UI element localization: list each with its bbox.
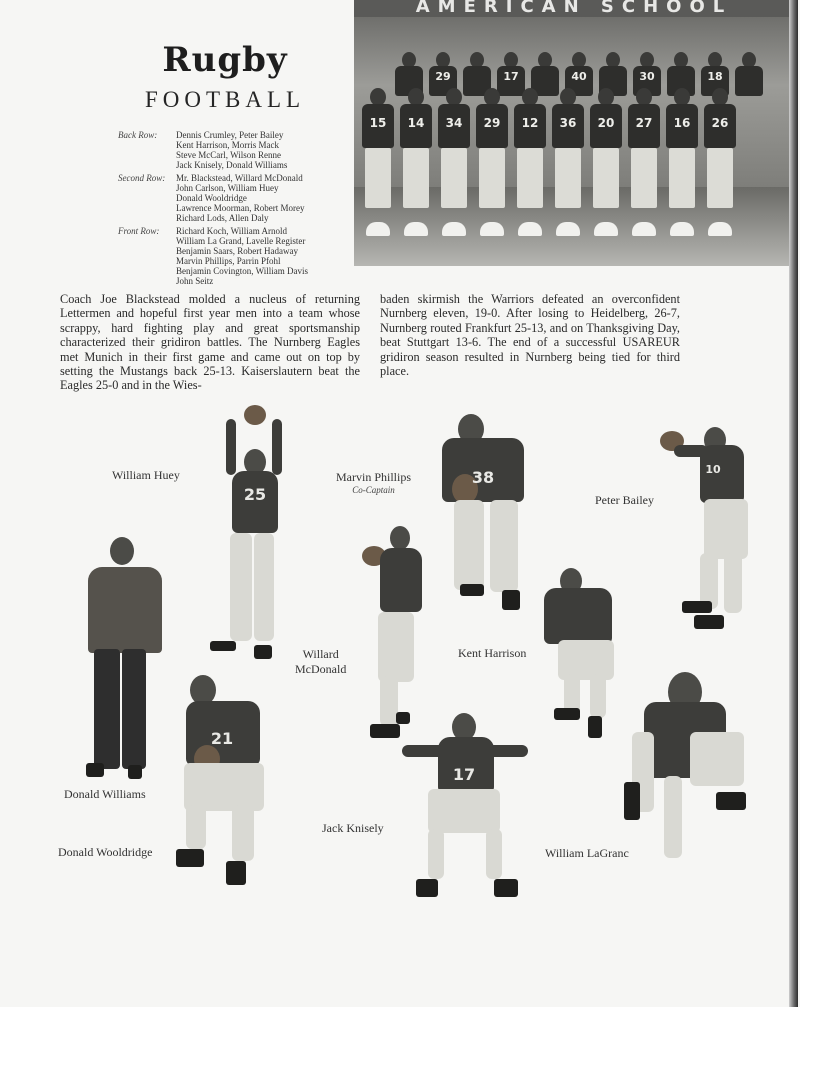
caption-peter-bailey: Peter Bailey <box>595 493 654 507</box>
player-role: Co-Captain <box>352 485 395 495</box>
roster-line: William La Grand, Lavelle Register <box>176 236 306 246</box>
jersey-number: 26 <box>711 116 729 130</box>
jersey-number: 12 <box>521 116 539 130</box>
jersey-number: 20 <box>597 116 615 130</box>
player-shoe <box>460 584 484 596</box>
player-leg <box>724 553 742 613</box>
player-jacket <box>88 567 162 653</box>
jersey-number: 17 <box>503 70 519 83</box>
roster-row-back <box>118 130 348 170</box>
player-leg <box>690 732 744 786</box>
player-head <box>110 537 134 565</box>
roster-line: Dennis Crumley, Peter Bailey <box>176 130 284 140</box>
jersey-number: 38 <box>471 468 495 487</box>
player-shoe <box>370 724 400 738</box>
roster-line: Lawrence Moorman, Robert Morey <box>176 203 305 213</box>
player-legs <box>669 148 695 208</box>
roster-line: Donald Wooldridge <box>176 193 247 203</box>
player-shoe <box>588 716 602 738</box>
jersey-number: 18 <box>707 70 723 83</box>
roster-row-front <box>118 226 348 286</box>
player-helmet <box>480 222 504 236</box>
roster-line: John Seitz <box>176 276 214 286</box>
roster-caption <box>118 130 348 289</box>
player-shoe <box>694 615 724 629</box>
player-arm <box>272 419 282 475</box>
jersey-number: 25 <box>243 485 267 504</box>
jersey-number: 15 <box>369 116 387 130</box>
player-shoe <box>554 708 580 720</box>
caption-marvin-phillips <box>336 470 411 495</box>
player-photo-jack-knisely <box>400 713 530 903</box>
roster-row-second <box>118 173 348 223</box>
player-leg <box>254 533 274 641</box>
school-sign: AMERICAN SCHOOL <box>354 0 794 17</box>
jersey-number: 34 <box>445 116 463 130</box>
player-name-line: McDonald <box>295 662 347 676</box>
player-photo-william-huey <box>218 405 290 660</box>
team-player-front <box>398 88 434 238</box>
player-helmet <box>442 222 466 236</box>
roster-line: Marvin Phillips, Parrin Pfohl <box>176 256 281 266</box>
player-leg <box>490 500 518 592</box>
team-photo <box>354 0 794 266</box>
player-shoe <box>226 861 246 885</box>
team-player-front <box>512 88 548 238</box>
team-player-front <box>360 88 396 238</box>
player-shoe <box>682 601 712 613</box>
player-leg <box>232 805 254 861</box>
player-leg <box>378 612 414 682</box>
jersey-number: 36 <box>559 116 577 130</box>
player-legs <box>631 148 657 208</box>
page-title: FOOTBALL <box>144 87 306 112</box>
player-leg <box>428 789 500 833</box>
player-helmet <box>556 222 580 236</box>
article-column-1: Coach Joe Blackstead molded a nucleus of returning Lettermen and hopeful first year men into a team whose scrappy, hard fighting play and great sportsmanship characterized their gridiron battles. The Nurnberg Eagles met Munich in their first game and came out on top by setting the Mustangs back 25-13. Kaiserslautern beat the Eagles 25-0 and in the Wies- <box>60 292 360 393</box>
roster-row-label: Second Row: <box>118 173 166 183</box>
jersey-number: 14 <box>407 116 425 130</box>
jersey-number: 27 <box>635 116 653 130</box>
player-legs <box>365 148 391 208</box>
caption-william-huey: William Huey <box>112 468 180 482</box>
caption-willard-mcdonald <box>295 647 346 677</box>
roster-line: Steve McCarl, Wilson Renne <box>176 150 281 160</box>
jersey-number: 29 <box>483 116 501 130</box>
player-arm <box>226 419 236 475</box>
player-legs <box>555 148 581 208</box>
player-helmet <box>632 222 656 236</box>
player-leg <box>230 533 252 641</box>
player-leg <box>664 776 682 858</box>
football <box>244 405 266 425</box>
player-shoe <box>176 849 204 867</box>
player-jersey <box>735 66 763 96</box>
team-player-front <box>436 88 472 238</box>
caption-donald-williams: Donald Williams <box>64 787 146 801</box>
roster-row-label: Back Row: <box>118 130 158 140</box>
jersey-number: 40 <box>571 70 587 83</box>
page-binding-edge <box>789 0 798 1007</box>
player-shoe <box>624 782 640 820</box>
player-helmet <box>404 222 428 236</box>
player-helmet <box>670 222 694 236</box>
player-leg <box>428 829 444 879</box>
player-jersey <box>544 588 612 644</box>
player-shoe <box>416 879 438 897</box>
player-legs <box>707 148 733 208</box>
player-leg <box>454 500 484 590</box>
player-name-line: Willard <box>302 647 339 661</box>
roster-line: Benjamin Saars, Robert Hadaway <box>176 246 298 256</box>
player-leg <box>486 829 502 879</box>
jersey-number: 21 <box>210 729 234 748</box>
player-helmet <box>518 222 542 236</box>
team-player-front <box>474 88 510 238</box>
team-player-front <box>550 88 586 238</box>
player-shoe <box>254 645 272 659</box>
player-head <box>390 526 410 550</box>
player-legs <box>403 148 429 208</box>
player-leg <box>590 674 606 718</box>
team-player-back <box>734 52 764 96</box>
script-title: Rugby <box>162 40 288 80</box>
player-shoe <box>494 879 518 897</box>
player-trousers <box>94 649 120 769</box>
caption-william-lagrand: William LaGranc <box>545 846 629 860</box>
player-photo-marvin-phillips <box>440 414 526 614</box>
player-photo-donald-williams <box>86 537 164 783</box>
team-player-front <box>702 88 738 238</box>
team-player-front <box>626 88 662 238</box>
player-leg <box>184 763 264 811</box>
article-column-2: baden skirmish the Warriors defeated an overconfident Nurnberg eleven, 19-0. After losing to Heidelberg, 26-7, Nurnberg routed Frankfurt 25-13, and on Thanksgiving Day, beat Stuttgart 13-6. The end of a successful USAREUR gridiron season resulted in Nurnberg being tied for third place. <box>380 292 680 379</box>
jersey-number: 29 <box>435 70 451 83</box>
jersey-number: 30 <box>639 70 655 83</box>
player-helmet <box>594 222 618 236</box>
player-photo-kent-harrison <box>544 568 618 742</box>
player-legs <box>517 148 543 208</box>
team-player-front <box>664 88 700 238</box>
roster-row-label: Front Row: <box>118 226 160 236</box>
player-name: Marvin Phillips <box>336 470 412 484</box>
caption-jack-knisely: Jack Knisely <box>322 821 384 835</box>
player-shoe <box>210 641 236 651</box>
roster-names <box>176 226 348 286</box>
roster-line: Richard Lods, Allen Daly <box>176 213 269 223</box>
player-jersey <box>380 548 422 612</box>
player-legs <box>593 148 619 208</box>
team-player-front <box>588 88 624 238</box>
roster-line: John Carlson, William Huey <box>176 183 279 193</box>
player-helmet <box>366 222 390 236</box>
player-photo-william-lagrand <box>624 672 748 884</box>
roster-line: Kent Harrison, Morris Mack <box>176 140 279 150</box>
jersey-number: 16 <box>673 116 691 130</box>
player-legs <box>479 148 505 208</box>
roster-line: Mr. Blackstead, Willard McDonald <box>176 173 303 183</box>
player-legs <box>441 148 467 208</box>
roster-line: Benjamin Covington, William Davis <box>176 266 308 276</box>
roster-names <box>176 173 348 223</box>
player-shoe <box>128 765 142 779</box>
player-shoe <box>716 792 746 810</box>
roster-names <box>176 130 348 170</box>
player-photo-peter-bailey <box>660 425 756 635</box>
jersey-number: 17 <box>452 765 476 784</box>
player-shoe <box>86 763 104 777</box>
player-shoe <box>502 590 520 610</box>
jersey-number: 10 <box>705 463 721 476</box>
caption-kent-harrison: Kent Harrison <box>458 646 527 660</box>
player-helmet <box>708 222 732 236</box>
player-leg <box>186 805 206 849</box>
roster-line: Richard Koch, William Arnold <box>176 226 287 236</box>
player-photo-donald-wooldridge <box>176 675 268 897</box>
player-leg <box>704 499 748 559</box>
player-photo-willard-mcdonald <box>362 526 424 740</box>
player-trousers <box>122 649 146 769</box>
caption-donald-wooldridge: Donald Wooldridge <box>58 845 153 859</box>
roster-line: Jack Knisely, Donald Williams <box>176 160 288 170</box>
